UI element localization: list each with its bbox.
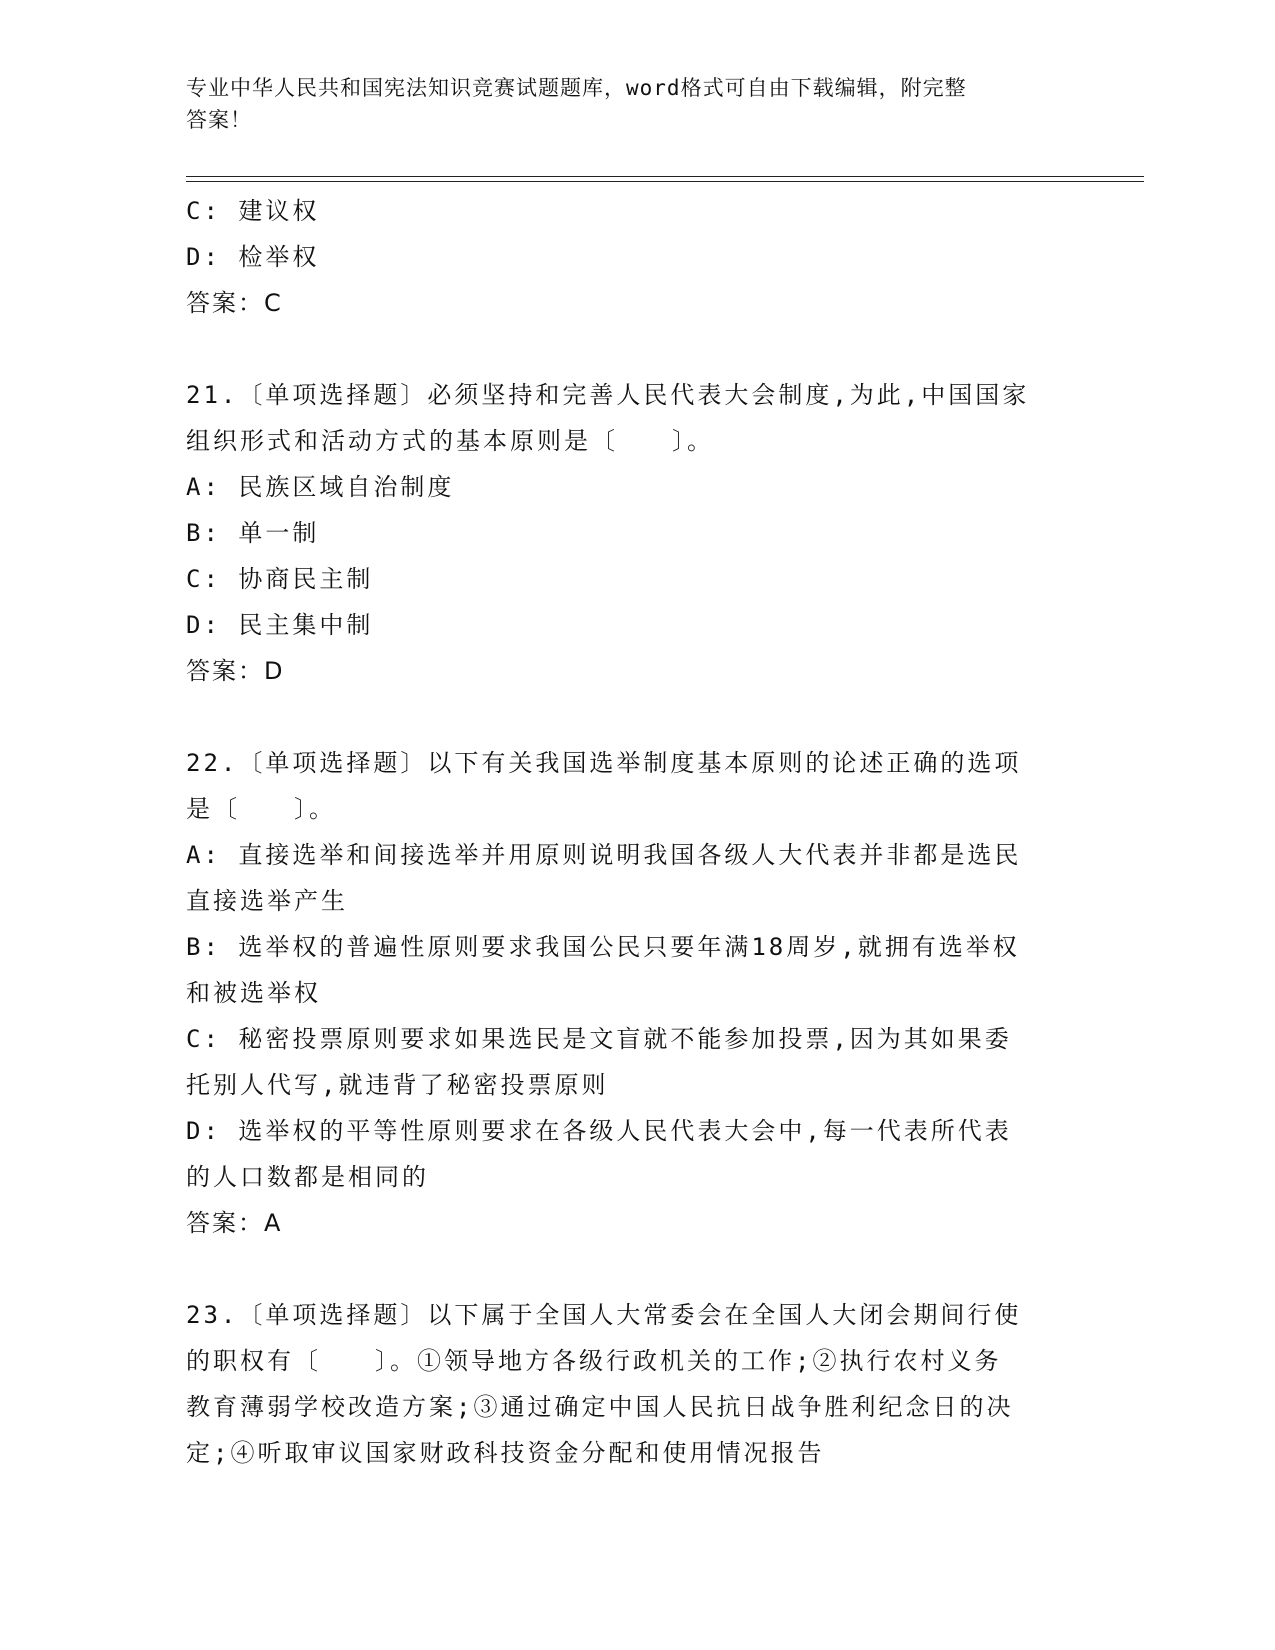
question-content: [186, 188, 1066, 1476]
spacer: [186, 1246, 1066, 1292]
option-b: B: 选举权的普遍性原则要求我国公民只要年满18周岁,就拥有选举权: [186, 933, 1020, 961]
option-d: D: 检举权: [186, 243, 320, 271]
question-stem-line: 22.〔单项选择题〕以下有关我国选举制度基本原则的论述正确的选项: [186, 749, 1022, 777]
answer-line: 答案：A: [186, 1209, 283, 1237]
question-22: [186, 740, 1066, 1246]
spacer: [186, 694, 1066, 740]
question-stem-line: 教育薄弱学校改造方案;③通过确定中国人民抗日战争胜利纪念日的决: [186, 1393, 1014, 1421]
option-a: A: 直接选举和间接选举并用原则说明我国各级人大代表并非都是选民: [186, 841, 1022, 869]
question-stem-line: 21.〔单项选择题〕必须坚持和完善人民代表大会制度,为此,中国国家: [186, 381, 1030, 409]
question-stem-line: 23.〔单项选择题〕以下属于全国人大常委会在全国人大闭会期间行使: [186, 1301, 1022, 1329]
option-c: C: 秘密投票原则要求如果选民是文盲就不能参加投票,因为其如果委: [186, 1025, 1012, 1053]
option-d-continued: 的人口数都是相同的: [186, 1163, 429, 1191]
option-c-continued: 托别人代写,就违背了秘密投票原则: [186, 1071, 609, 1099]
question-stem-line: 组织形式和活动方式的基本原则是〔 〕。: [186, 427, 714, 455]
page-header: [186, 72, 1066, 136]
question-stem-line: 是〔 〕。: [186, 795, 336, 823]
option-c: C: 建议权: [186, 197, 320, 225]
question-stem-line: 的职权有〔 〕。①领导地方各级行政机关的工作;②执行农村义务: [186, 1347, 1002, 1375]
question-21: [186, 372, 1066, 694]
header-rule-bottom: [186, 181, 1144, 182]
option-c: C: 协商民主制: [186, 565, 374, 593]
header-title-line-1: 专业中华人民共和国宪法知识竞赛试题题库，word格式可自由下载编辑，附完整: [186, 76, 967, 100]
prev-question-tail: [186, 188, 1066, 326]
answer-line: 答案：D: [186, 657, 285, 685]
question-stem-line: 定;④听取审议国家财政科技资金分配和使用情况报告: [186, 1439, 825, 1467]
option-d: D: 民主集中制: [186, 611, 374, 639]
option-b-continued: 和被选举权: [186, 979, 321, 1007]
option-b: B: 单一制: [186, 519, 320, 547]
header-rule-top: [186, 176, 1144, 177]
option-a: A: 民族区域自治制度: [186, 473, 455, 501]
header-title-line-2: 答案！: [186, 108, 252, 132]
spacer: [186, 326, 1066, 372]
answer-line: 答案：C: [186, 289, 283, 317]
question-23: [186, 1292, 1066, 1476]
option-d: D: 选举权的平等性原则要求在各级人民代表大会中,每一代表所代表: [186, 1117, 1012, 1145]
option-a-continued: 直接选举产生: [186, 887, 348, 915]
